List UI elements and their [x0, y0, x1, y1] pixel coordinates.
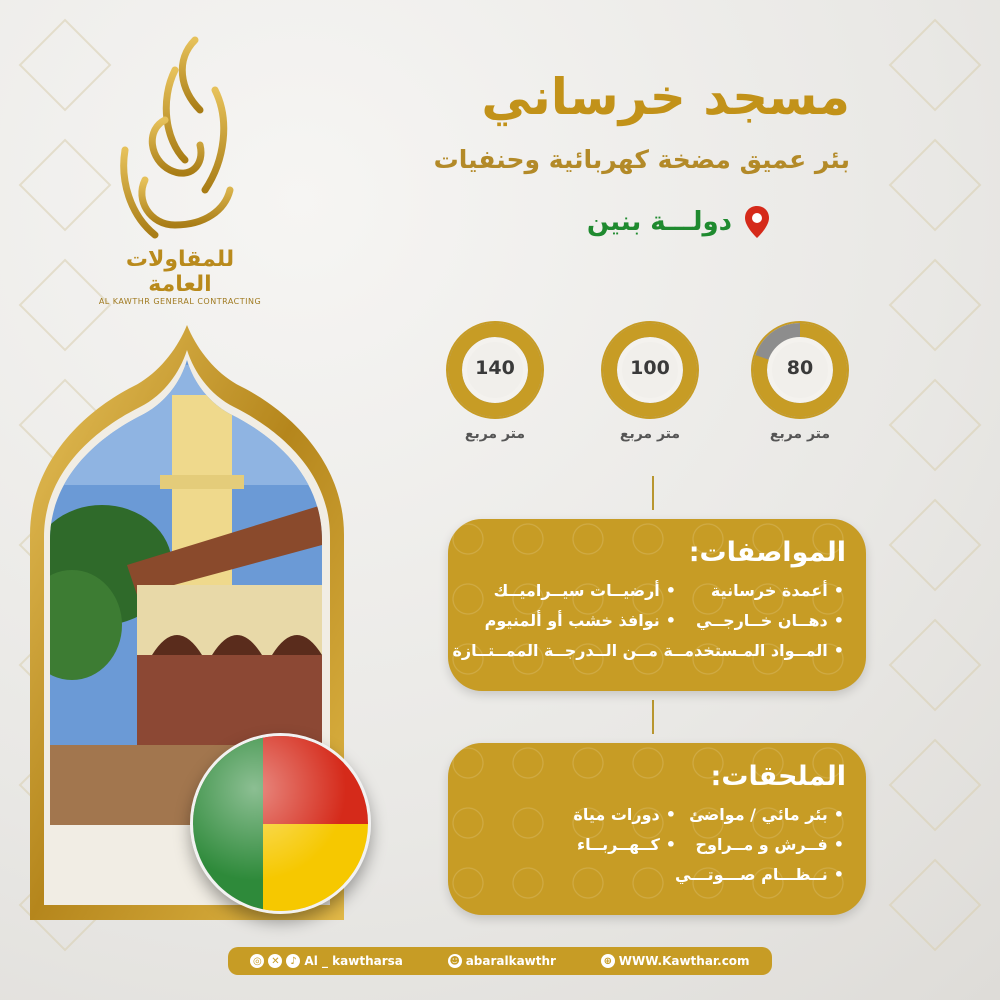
brand-name-arabic: للمقاولات العامة	[125, 247, 235, 297]
size-gauges	[445, 320, 855, 450]
gauge-unit: متر مربع	[619, 426, 681, 442]
country-label	[587, 205, 770, 239]
gauge-unit: متر مربع	[769, 426, 831, 442]
country-name: دولـــة بنين	[586, 207, 732, 237]
x-icon[interactable]: ✕	[268, 954, 282, 968]
extra-item: • نــظـــام صـــوتـــي	[675, 865, 844, 884]
extras-title: الملحقات:	[710, 761, 846, 792]
calligraphy-logo-icon	[105, 30, 255, 245]
right-pattern	[870, 0, 1000, 1000]
gauge-100	[600, 320, 700, 442]
page-subtitle: بئر عميق مضخة كهربائية وحنفيات	[433, 145, 850, 174]
gauge-value: 80	[786, 357, 814, 379]
map-pin-icon	[744, 205, 770, 239]
spec-item: • دهــان خــارجــي	[696, 611, 844, 630]
snapchat-group[interactable]	[448, 954, 556, 968]
spec-item: • المــواد المـستخدمــة مــن الــدرجــة الممــتــازة	[452, 641, 844, 660]
extras-box	[448, 743, 866, 915]
gauge-value: 100	[630, 357, 670, 379]
spec-item: • نوافذ خشب أو ألمنيوم	[485, 611, 676, 630]
instagram-icon[interactable]: ◎	[250, 954, 264, 968]
tiktok-icon[interactable]: ♪	[286, 954, 300, 968]
extra-item: • فــرش و مــراوح	[695, 835, 844, 854]
website-link[interactable]: WWW.Kawthar.com	[618, 954, 750, 968]
spec-item: • أرضيــات سيــراميــك	[494, 581, 676, 600]
snapchat-handle[interactable]: abaralkawthr	[465, 954, 556, 968]
social-handle[interactable]: Al _ kawtharsa	[304, 954, 403, 968]
specs-box	[448, 519, 866, 691]
page-title: مسجد خرساني	[481, 68, 850, 126]
gauge-80	[750, 320, 850, 442]
extra-item: • بئر مائي / مواضئ	[689, 805, 844, 824]
spec-item: • أعمدة خرسانية	[711, 581, 844, 600]
snapchat-icon[interactable]: ☻	[449, 955, 460, 967]
footer-bar	[228, 947, 772, 975]
social-handle-group[interactable]	[250, 954, 402, 968]
website-group[interactable]	[601, 954, 750, 968]
gauge-unit: متر مربع	[464, 426, 526, 442]
gauge-value: 140	[475, 357, 515, 379]
divider-line	[652, 476, 654, 510]
extra-item: • كــهــربــاء	[577, 835, 676, 854]
gauge-140	[445, 320, 545, 442]
divider-line	[652, 700, 654, 734]
globe-icon[interactable]: ⊕	[601, 954, 615, 968]
specs-title: المواصفات:	[688, 537, 846, 568]
brand-name-english: AL KAWTHR GENERAL CONTRACTING	[98, 297, 262, 306]
brand-logo	[95, 30, 265, 305]
extra-item: • دورات مياة	[573, 805, 676, 824]
benin-flag-icon	[190, 733, 371, 914]
